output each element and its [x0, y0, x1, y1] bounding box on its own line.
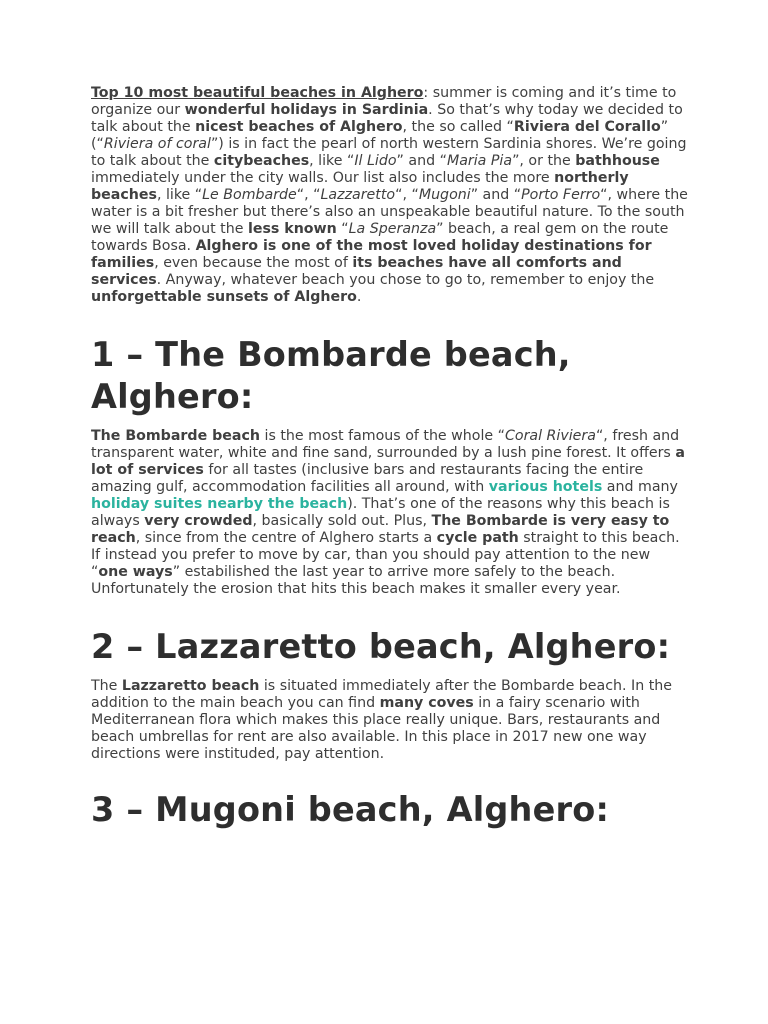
section-heading-bombarde: 1 – The Bombarde beach, Alghero:	[91, 335, 571, 416]
article	[91, 85, 691, 831]
section-heading-mugoni: 3 – Mugoni beach, Alghero:	[91, 790, 610, 829]
lazzaretto-paragraph: The Lazzaretto beach is situated immediately after the Bombarde beach. In the addition to the main beach you can find many coves in a fairy scenario with Mediterranean flora which makes this place really unique. Bars, restaurants and beach umbrellas for rent are also available. In this place in 2017 new one way directions were instituded, pay attention.	[91, 678, 673, 762]
bombarde-paragraph: The Bombarde beach is the most famous of the whole “Coral Riviera“, fresh and transparent water, white and fine sand, surrounded by a lush pine forest. It offers a lot of services for all tastes (inclusive bars and restaurants facing the entire amazing gulf, accommodation facilities all around, with various hotels and many holiday suites nearby the beach). That’s one of the reasons why this beach is always very crowded, basically sold out. Plus, The Bombarde is very easy to reach, since from the centre of Alghero starts a cycle path straight to this beach. If instead you prefer to move by car, than you should pay attention to the new “one ways” estabilished the last year to arrive more safely to the beach. Unfortunately the erosion that hits this beach makes it smaller every year.	[91, 428, 685, 597]
article-title-link[interactable]	[91, 85, 423, 101]
intro-paragraph: Top 10 most beautiful beaches in Alghero: summer is coming and it’s time to organize our wonderful holidays in Sardinia. So that’s why today we decided to talk about the nicest beaches of Alghero, the so called “Riviera del Corallo” (“Riviera of coral”) is in fact the pearl of north western Sardinia shores. We’re going to talk about the citybeaches, like “Il Lido” and “Maria Pia”, or the bathhouse immediately under the city walls. Our list also includes the more northerly beaches, like “Le Bombarde“, “Lazzaretto“, “Mugoni” and “Porto Ferro“, where the water is a bit fresher but there’s also an unspeakable beautiful nature. To the south we will talk about the less known “La Speranza” beach, a real gem on the route towards Bosa. Alghero is one of the most loved holiday destinations for families, even because the most of its beaches have all comforts and services. Anyway, whatever beach you chose to go to, remember to enjoy the unforgettable sunsets of Alghero.	[91, 85, 688, 305]
holiday-suites-link[interactable]: holiday suites nearby the beach	[91, 496, 348, 512]
various-hotels-link[interactable]: various hotels	[488, 479, 603, 495]
section-heading-lazzaretto: 2 – Lazzaretto beach, Alghero:	[91, 627, 671, 666]
article-title-text[interactable]: Top 10 most beautiful beaches in Alghero	[91, 85, 424, 101]
